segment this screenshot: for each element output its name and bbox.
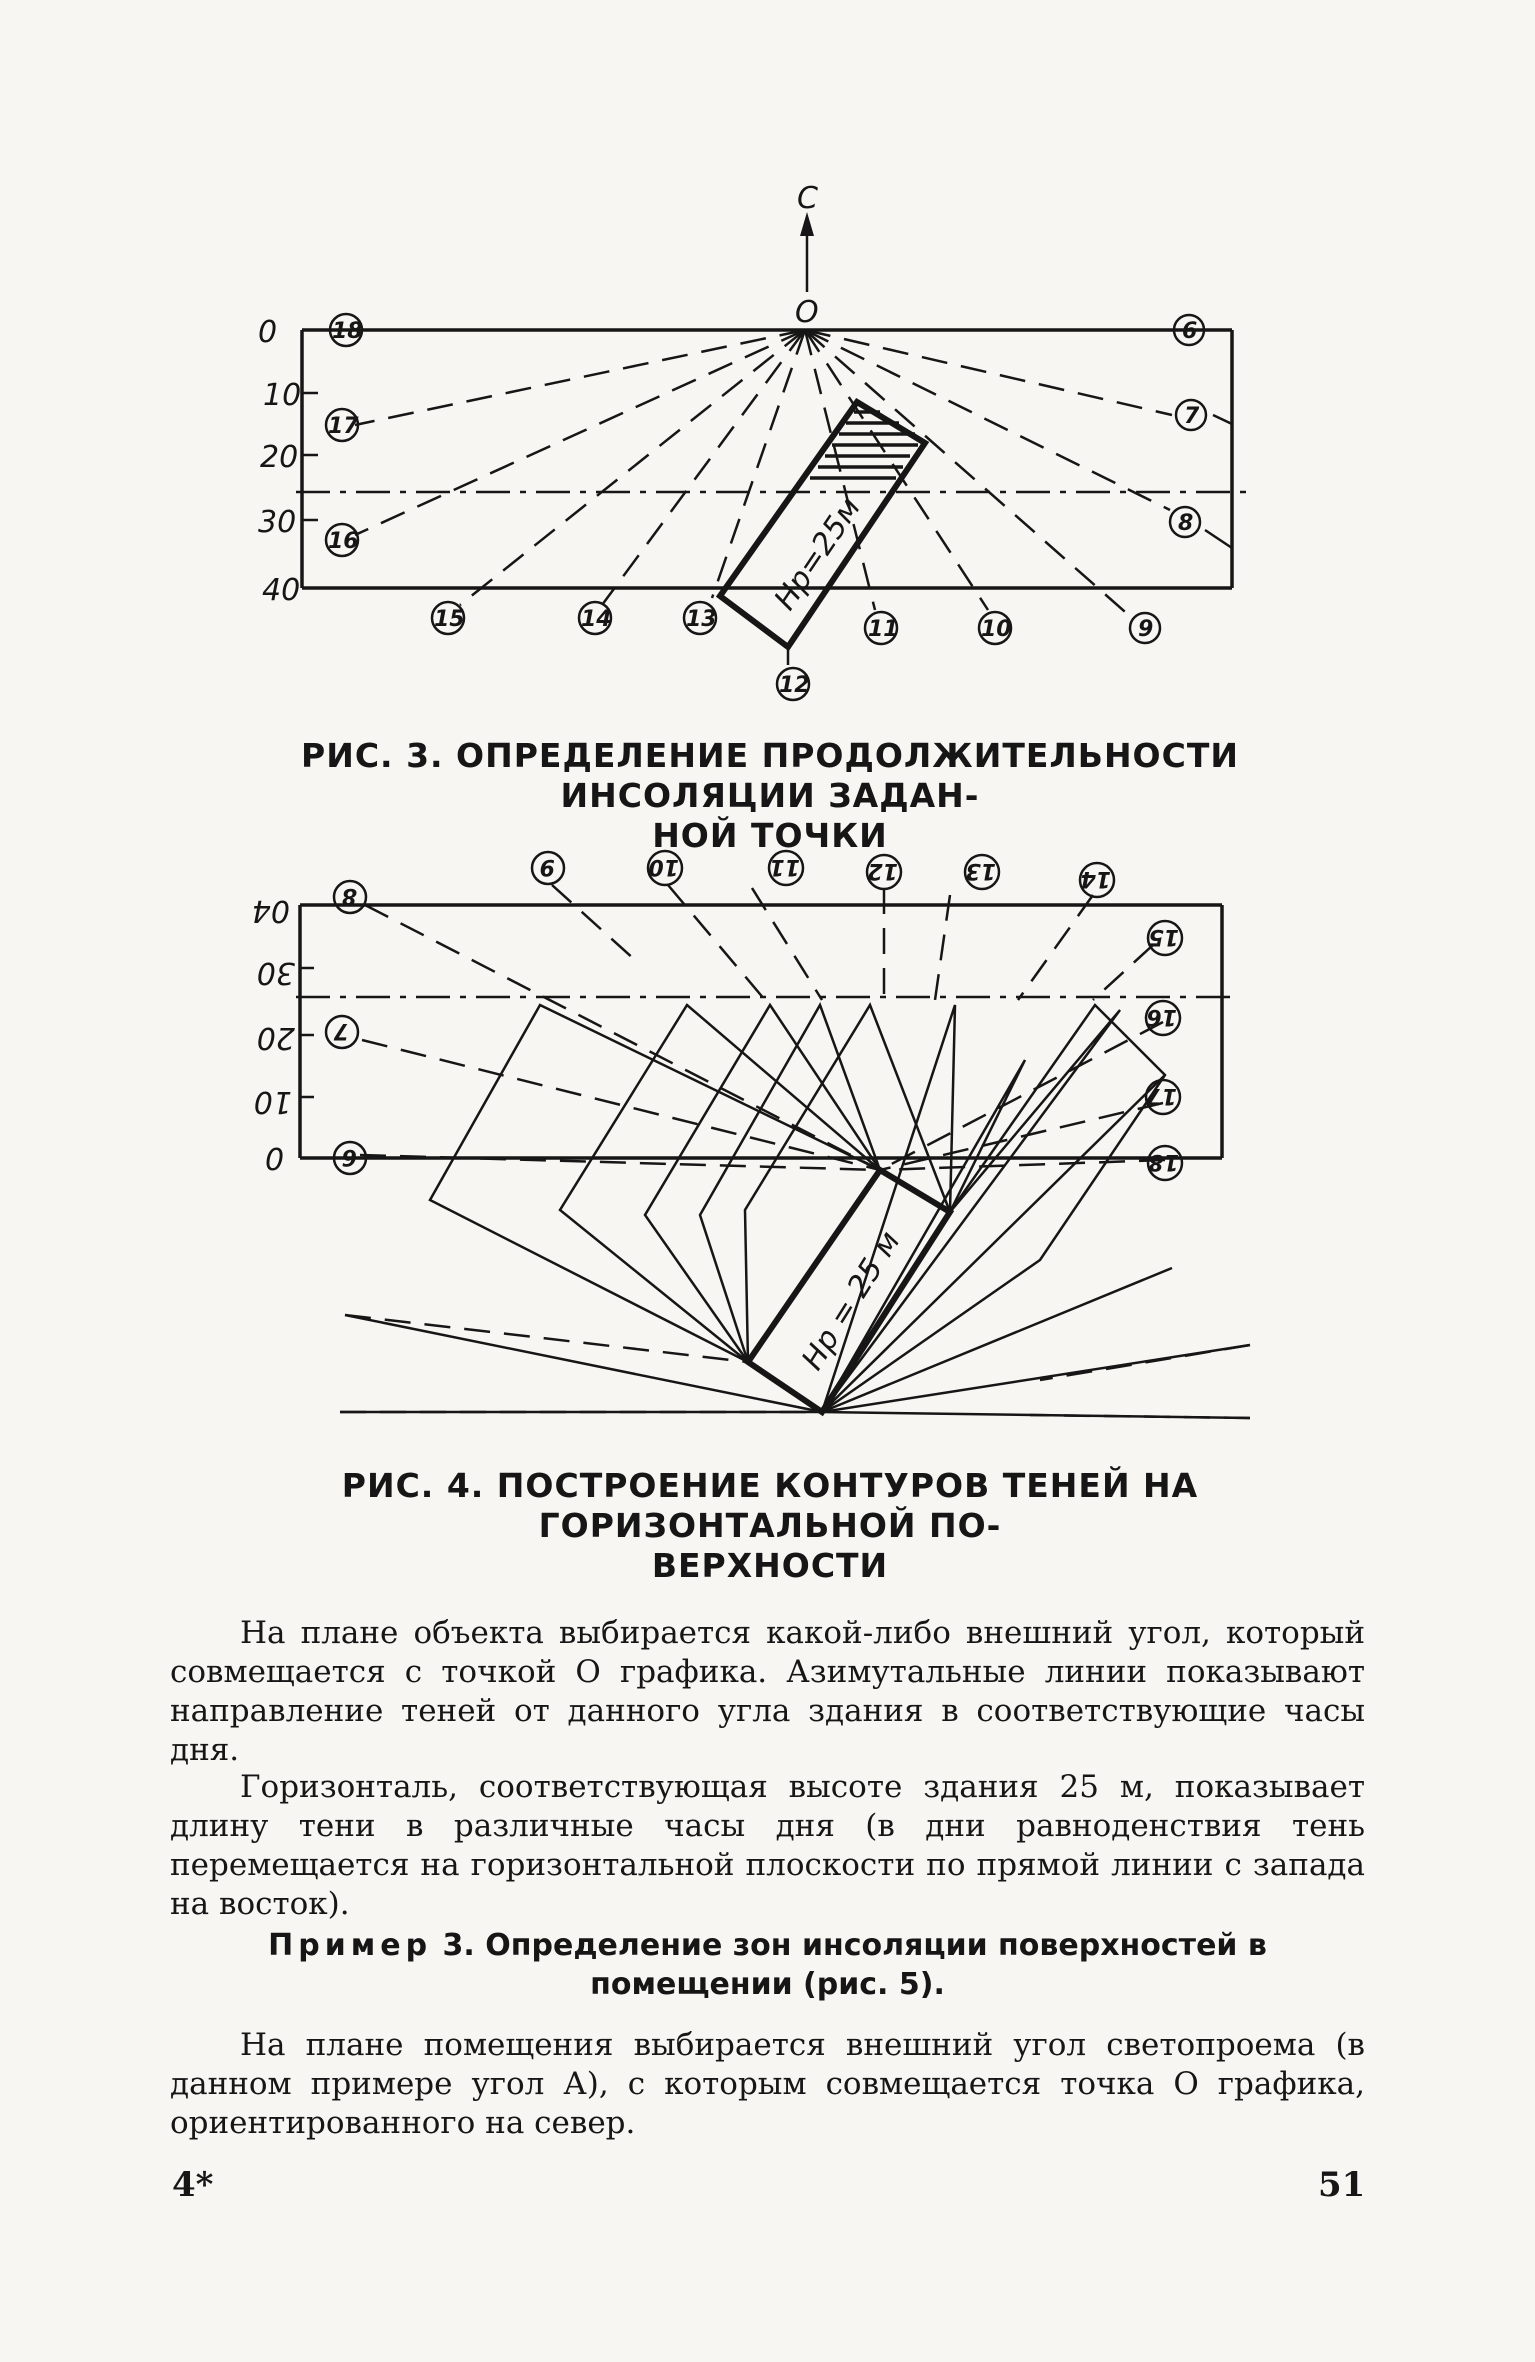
svg-text:6: 6 (341, 1144, 357, 1169)
svg-text:9: 9 (1138, 617, 1154, 642)
signature-mark: 4* (172, 2165, 214, 2205)
figure-4-caption (170, 1466, 1370, 1586)
svg-text:14: 14 (1080, 866, 1111, 891)
hour-marker-13 (965, 855, 999, 889)
hour-marker-8 (334, 881, 366, 913)
svg-text:0: 0 (258, 315, 278, 350)
svg-text:16: 16 (328, 529, 359, 554)
svg-text:15: 15 (434, 607, 465, 632)
building-height-label: Нр = 25 м (795, 1225, 908, 1377)
paragraph-3: На плане помещения выбирается внешний угол светопроема (в данном примере угол А), с которым совмещается точка О графика, ориентированного на север. (170, 2027, 1365, 2141)
page-number: 51 (1318, 2165, 1366, 2205)
hour-marker-12 (867, 855, 901, 889)
svg-text:16: 16 (1146, 1004, 1177, 1029)
svg-text:8: 8 (341, 883, 357, 908)
svg-text:11: 11 (868, 617, 899, 642)
hour-marker-7 (326, 1016, 358, 1048)
svg-text:15: 15 (1148, 924, 1179, 949)
hour-marker-18 (1148, 1146, 1182, 1180)
svg-text:17: 17 (1146, 1083, 1177, 1108)
svg-text:10: 10 (981, 617, 1012, 642)
svg-text:7: 7 (1184, 404, 1200, 429)
svg-text:7: 7 (333, 1018, 349, 1043)
svg-text:12: 12 (779, 673, 810, 698)
svg-text:30: 30 (256, 955, 295, 990)
azimuth-lines (360, 885, 1165, 1170)
svg-text:8: 8 (1178, 511, 1194, 536)
svg-text:30: 30 (258, 505, 297, 540)
svg-text:18: 18 (1148, 1149, 1179, 1174)
example-heading (170, 1926, 1365, 2004)
hour-markers (326, 851, 1182, 1180)
figure-4-caption-text: РИС. 4. ПОСТРОЕНИЕ КОНТУРОВ ТЕНЕЙ НА ГОРИЗОНТАЛЬНОЙ ПО- ВЕРХНОСТИ (341, 1466, 1199, 1585)
svg-text:12: 12 (867, 858, 898, 883)
hour-marker-11 (769, 851, 803, 885)
svg-text:9: 9 (539, 854, 555, 879)
svg-text:17: 17 (328, 414, 359, 439)
svg-text:14: 14 (581, 607, 612, 632)
paragraph-1: На плане объекта выбирается какой-либо внешний угол, который совмещается с точкой О графика. Азимутальные линии показывают направление теней от данного угла здания в соответствующие часы дня. (170, 1615, 1365, 1768)
scale-labels (252, 893, 295, 1178)
example-label: Пример (268, 1928, 433, 1963)
svg-text:6: 6 (1182, 319, 1198, 344)
hour-marker-9 (532, 852, 564, 884)
svg-text:13: 13 (686, 607, 717, 632)
svg-text:18: 18 (332, 319, 363, 344)
building-height-label: Нр=25м (767, 491, 868, 617)
svg-text:10: 10 (253, 1084, 292, 1119)
svg-text:11: 11 (769, 854, 800, 879)
figure-3-caption-text: РИС. 3. ОПРЕДЕЛЕНИЕ ПРОДОЛЖИТЕЛЬНОСТИ ИНСОЛЯЦИИ ЗАДАН- НОЙ ТОЧКИ (301, 736, 1239, 855)
example-title: 3. Определение зон инсоляции поверхностей в помещении (рис. 5). (442, 1928, 1267, 2002)
hour-marker-16 (1146, 1001, 1180, 1035)
svg-text:10: 10 (263, 378, 302, 413)
svg-text:04: 04 (251, 893, 290, 928)
svg-text:40: 40 (262, 573, 301, 608)
hour-marker-17 (1146, 1080, 1180, 1114)
svg-text:20: 20 (260, 440, 299, 475)
svg-text:20: 20 (256, 1020, 295, 1055)
svg-text:13: 13 (965, 858, 996, 883)
svg-text:10: 10 (648, 854, 679, 879)
hour-marker-14 (1080, 863, 1114, 897)
paragraph-2: Горизонталь, соответствующая высоте здания 25 м, показывает длину тени в различные часы дня (в дни равноденствия тень перемещается на горизонтальной плоскости по прямой линии с запада на восток). (170, 1769, 1365, 1922)
origin-label: О (795, 295, 819, 330)
outer-azimuths (340, 1315, 1250, 1418)
svg-text:0: 0 (265, 1143, 285, 1178)
hour-marker-10 (648, 851, 682, 885)
hour-marker-15 (1148, 921, 1182, 955)
north-label: С (797, 181, 818, 216)
